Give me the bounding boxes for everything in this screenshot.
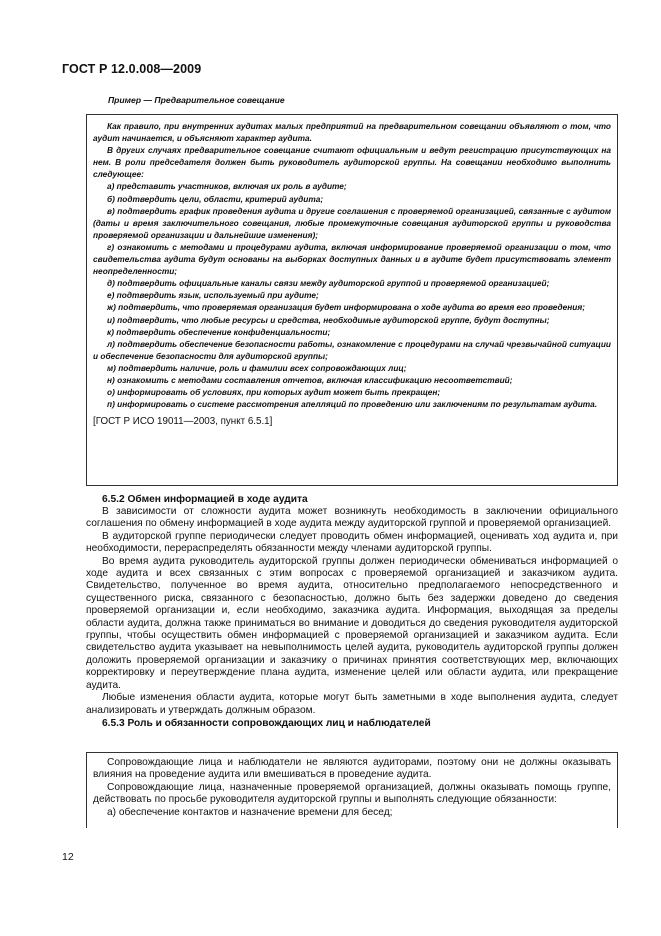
- example-list-item: г) ознакомить с методами и процедурами аудита, включая информирование проверяемой организации о том, что свидетельства аудита будут основаны на выборках доступных данных и в аудите будет присутствовать элемент неопределенности;: [93, 241, 611, 277]
- example-list-item: и) подтвердить, что любые ресурсы и средства, необходимые аудиторской группе, будут доступны;: [107, 314, 550, 325]
- example-list-item: б) подтвердить цели, области, критерий аудита;: [107, 193, 324, 204]
- section-list-item: а) обеспечение контактов и назначение времени для бесед;: [107, 806, 393, 818]
- example-list-item: в) подтвердить график проведения аудита и другие соглашения с проверяемой организацией, связанные с аудитом (даты и время заключительного совещания, любые промежуточные совещания аудиторской группы и руководства проверяемой организации и дальнейшие изменения);: [93, 205, 611, 240]
- section-paragraph: Сопровождающие лица, назначенные проверяемой организацией, должны оказывать помощь группе, действовать по просьбе руководителя аудиторской группы и выполнять следующие обязанности:: [93, 781, 611, 806]
- section-paragraph: В аудиторской группе периодически следует проводить обмен информацией, оценивать ход аудита и, при необходимости, перераспределять обязанности между членами аудиторской группы.: [86, 530, 618, 555]
- example-list-item: л) подтвердить обеспечение безопасности работы, ознакомление с процедурами на случай чрезвычайной ситуации и обеспечение безопасности для аудиторской группы;: [93, 338, 611, 361]
- example-list-item: ж) подтвердить, что проверяемая организация будет информирована о ходе аудита во время его проведения;: [107, 302, 585, 313]
- section-paragraph: В зависимости от сложности аудита может возникнуть необходимость в заключении официального соглашения по обмену информацией в ходе аудита между аудиторской группой и проверяемой организацией.: [86, 506, 618, 530]
- section-paragraph: Во время аудита руководитель аудиторской группы должен периодически обмениваться информацией о ходе аудита и всех связанных с этим вопросах с проверяемой организацией и заказчиком аудита. Свидетельство, полученное во время аудита, относительно предполагаемого непосредственного и существенного риска, связанного с безопасностью, должно быть без задержки доведено до сведения проверяемой организации и, если необходимо, заказчика аудита. Информация, выходящая за пределы области аудита, должна также приниматься во внимание и доводиться до сведения руководителя аудиторской группы, чтобы осуществить обмен информацией с проверяемой организацией и заказчиком аудита. Если свидетельство аудита указывает на невыполнимость целей аудита, руководитель аудиторской группы должен доложить проверяемой организации и заказчику о причинах принятия соответствующих мер, включающих корректировку и переутверждение плана аудита, изменение целей или области аудита, или прекращение аудита.: [86, 555, 618, 691]
- example-list-item: н) ознакомить с методами составления отчетов, включая классификацию несоответствий;: [107, 374, 513, 385]
- document-header: ГОСТ Р 12.0.008—2009: [62, 62, 202, 76]
- example-source-reference: [ГОСТ Р ИСО 19011—2003, пункт 6.5.1]: [93, 416, 273, 428]
- example-list-item: а) представить участников, включая их роль в аудите;: [107, 181, 347, 192]
- example-title: Пример — Предварительное совещание: [108, 95, 285, 105]
- page-number: 12: [62, 851, 74, 863]
- example-paragraph: В других случаях предварительное совещание считают официальным и ведут регистрацию присутствующих на нем. В роли председателя должен быть руководитель аудиторской группы. На совещании необходимо выполнить следующее:: [93, 145, 611, 180]
- section-heading: 6.5.2 Обмен информацией в ходе аудита: [102, 494, 308, 505]
- example-list-item: о) информировать об условиях, при которых аудит может быть прекращен;: [107, 387, 441, 398]
- section-6-5-3-box: [86, 752, 618, 828]
- section-6-5-2: [86, 493, 618, 730]
- example-paragraph: Как правило, при внутренних аудитах малых предприятий на предварительном совещании объявляют о том, что аудит начинается, и объясняют характер аудита.: [93, 121, 611, 144]
- section-heading: 6.5.3 Роль и обязанности сопровождающих лиц и наблюдателей: [102, 717, 431, 729]
- example-list-item: м) подтвердить наличие, роль и фамилии всех сопровождающих лиц;: [107, 362, 407, 373]
- example-list-item: к) подтвердить обеспечение конфиденциальности;: [107, 326, 331, 337]
- example-list-item: е) подтвердить язык, используемый при аудите;: [107, 290, 319, 301]
- section-paragraph: Любые изменения области аудита, которые могут быть заметными в ходе выполнения аудита, следует анализировать и утверждать должным образом.: [86, 692, 618, 716]
- example-list-item: д) подтвердить официальные каналы связи между аудиторской группой и проверяемой организацией;: [107, 278, 550, 289]
- example-box: [86, 114, 618, 486]
- example-list-item: п) информировать о системе рассмотрения апелляций по проведению или заключениям по результатам аудита.: [107, 399, 598, 410]
- section-paragraph: Сопровождающие лица и наблюдатели не являются аудиторами, поэтому они не должны оказывать влияния на проведение аудита или вмешиваться в проведение аудита.: [93, 757, 611, 781]
